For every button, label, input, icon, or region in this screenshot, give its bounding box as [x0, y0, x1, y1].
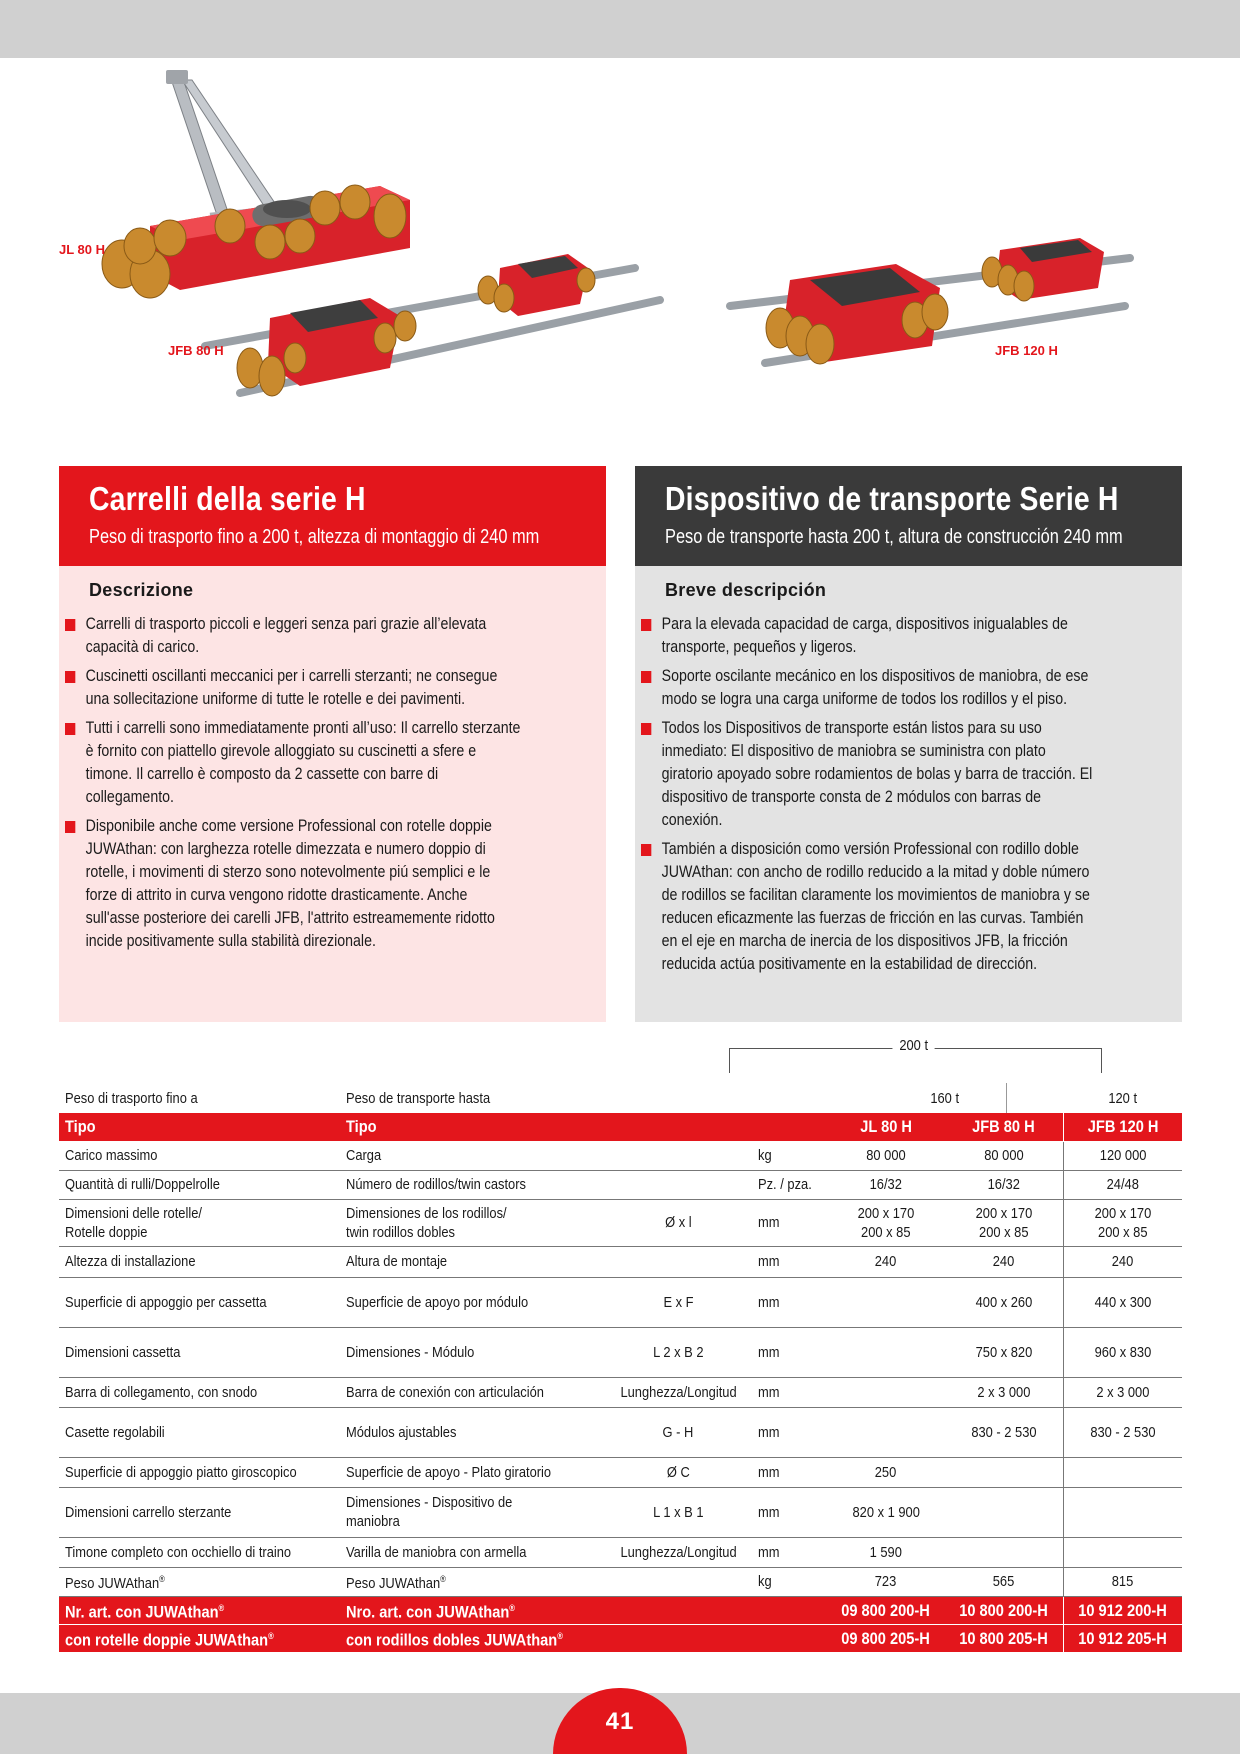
type-row: Tipo Tipo JL 80 H JFB 80 H JFB 120 H	[59, 1113, 1182, 1141]
list-item: Cuscinetti oscillanti meccanici per i carrelli sterzanti; ne consegue una sollecitazione uniforme di tutte le rotelle e dei pavimenti.	[65, 665, 521, 711]
jl80h-jfb80h-photo	[100, 68, 680, 440]
italian-header	[59, 466, 606, 566]
label-jl80h: JL 80 H	[59, 242, 106, 257]
italian-title: Carrelli della serie H	[89, 480, 366, 517]
table-row: Quantità di rulli/Doppelrolle Número de rodillos/twin castors Pz. / pza. 16/32 16/32 24/48	[59, 1170, 1182, 1199]
group-200-label: 200 t	[892, 1037, 934, 1054]
table-row: Peso di trasporto fino a Peso de transporte hasta 160 t 120 t	[65, 1089, 1138, 1107]
bullet-square-icon	[65, 671, 75, 683]
group-120-label: 120 t	[1108, 1089, 1138, 1107]
table-row: Altezza di installazione Altura de montaje mm 240 240 240	[59, 1246, 1182, 1277]
list-item: Disponibile anche come versione Professional con rotelle doppie JUWAthan: con larghezza rotelle dimezzata e numero doppio di rotelle, i movimenti di sterzo sono notevolmente piú semplici e le forze di attrito in curva vengono ridotte drasticamente. Anche sull'asse posteriore dei carelli JFB, l'attrito estreamemente ridotto incide positivamente sulla stabilità direzionale.	[65, 815, 521, 953]
spanish-description-panel	[635, 466, 1182, 1022]
list-item: Todos los Dispositivos de transporte están listos para su uso inmediato: El dispositivo de maniobra se suministra con plato giratorio apoyado sobre rodamientos de bolas y barra de tracción. El dispositivo de transporte consta de 2 módulos con barras de conexión.	[641, 717, 1097, 832]
table-row: Dimensioni carrello sterzante Dimensiones - Dispositivo de maniobra L 1 x B 1 mm 820 x 1 900	[59, 1487, 1182, 1537]
table-row: Barra di collegamento, con snodo Barra de conexión con articulación Lunghezza/Longitud mm 2 x 3 000 2 x 3 000	[59, 1377, 1182, 1407]
bullet-square-icon	[641, 619, 651, 631]
table-row: Casette regolabili Módulos ajustables G - H mm 830 - 2 530 830 - 2 530	[59, 1407, 1182, 1457]
bullet-square-icon	[641, 671, 651, 683]
table-row: Superficie di appoggio per cassetta Superficie de apoyo por módulo E x F mm 400 x 260 440 x 300	[59, 1277, 1182, 1327]
list-item: Carrelli di trasporto piccoli e leggeri senza pari grazie all’elevata capacità di carico.	[65, 613, 521, 659]
label-jfb120h: JFB 120 H	[995, 343, 1058, 358]
spanish-header	[635, 466, 1182, 566]
spanish-heading: Breve descripción	[665, 580, 827, 600]
spanish-bullet-list	[641, 613, 1182, 976]
spec-table	[59, 1083, 1182, 1653]
bullet-square-icon	[65, 619, 75, 631]
list-item: Tutti i carrelli sono immediatamente pronti all’uso: Il carrello sterzante è fornito con piattello girevole alloggiato su cuscinetti a sfere e timone. Il carrello è composto da 2 cassette con barre di collegamento.	[65, 717, 521, 809]
twin-article-number-row: con rotelle doppie JUWAthan® con rodillos dobles JUWAthan® 09 800 205-H 10 800 205-H 10 912 205-H	[59, 1624, 1182, 1652]
list-item: Para la elevada capacidad de carga, dispositivos inigualables de transporte, pequeños y ligeros.	[641, 613, 1097, 659]
italian-description-panel	[59, 466, 606, 1022]
spanish-subtitle: Peso de transporte hasta 200 t, altura de construcción 240 mm	[665, 525, 1123, 548]
page-number: 41	[605, 1708, 635, 1735]
list-item: También a disposición como versión Professional con rodillo doble JUWAthan: con ancho de rodillo reducido a la mitad y doble número de rodillos se facilitan claramente los movimientos de maniobra y se reducen eficazmente las fuerzas de fricción en las curvas. También en el eje en marcha de inercia de los dispositivos JFB, la fricción reducida actúa positivamente en la estabilidad de dirección.	[641, 838, 1097, 976]
list-item: Soporte oscilante mecánico en los dispositivos de maniobra, de ese modo se logra una carga uniforme de todos los rodillos y el piso.	[641, 665, 1097, 711]
italian-subtitle: Peso di trasporto fino a 200 t, altezza di montaggio di 240 mm	[89, 525, 540, 548]
table-row: Carico massimo Carga kg 80 000 80 000 120 000	[59, 1141, 1182, 1170]
bullet-square-icon	[65, 723, 75, 735]
article-number-row: Nr. art. con JUWAthan® Nro. art. con JUWAthan® 09 800 200-H 10 800 200-H 10 912 200-H	[59, 1596, 1182, 1624]
label-jfb80h: JFB 80 H	[168, 343, 224, 358]
bullet-square-icon	[641, 844, 651, 856]
jfb120h-photo	[720, 228, 1140, 386]
table-row: Peso JUWAthan® Peso JUWAthan® kg 723 565 815	[59, 1567, 1182, 1596]
spanish-title: Dispositivo de transporte Serie H	[665, 480, 1119, 517]
bullet-square-icon	[65, 821, 75, 833]
table-row: Dimensioni delle rotelle/ Rotelle doppie Dimensiones de los rodillos/ twin rodillos dobles Ø x l mm 200 x 170 200 x 85 200 x 170 200 x 85 200 x 170 200 x 85	[59, 1199, 1182, 1246]
italian-heading: Descrizione	[89, 580, 194, 600]
table-row: Dimensioni cassetta Dimensiones - Módulo L 2 x B 2 mm 750 x 820 960 x 830	[59, 1327, 1182, 1377]
bullet-square-icon	[641, 723, 651, 735]
group-160-label: 160 t	[930, 1089, 960, 1107]
italian-bullet-list	[65, 613, 606, 953]
top-band	[0, 0, 1240, 58]
table-row: Timone completo con occhiello di traino Varilla de maniobra con armella Lunghezza/Longitud mm 1 590	[59, 1537, 1182, 1567]
table-row: Superficie di appoggio piatto giroscopico Superficie de apoyo - Plato giratorio Ø C mm 250	[59, 1457, 1182, 1487]
